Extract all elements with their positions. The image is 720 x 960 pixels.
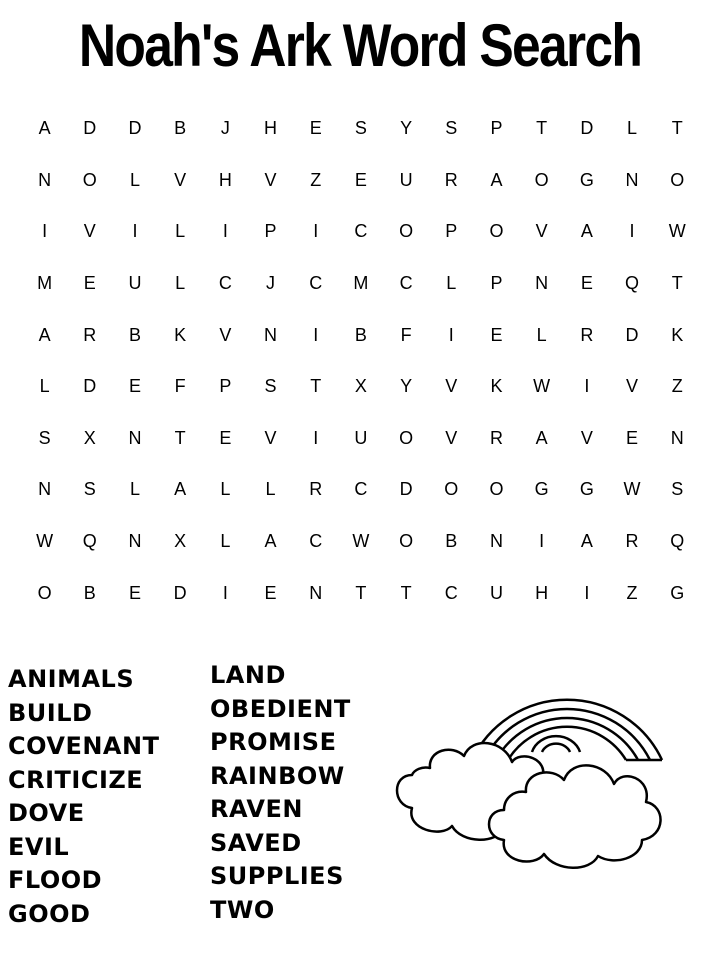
grid-letter: T [671,273,683,294]
grid-letter: N [264,324,278,345]
grid-letter: E [580,273,593,294]
grid-letter: E [264,582,277,603]
word-list-item: SAVED [210,828,302,857]
grid-letter: X [174,531,187,552]
grid-letter: M [353,273,369,294]
grid-letter: R [83,324,97,345]
grid-letter: Q [625,273,640,294]
grid-letter: W [352,531,370,552]
word-list-item: GOOD [8,899,91,928]
word-list-item: BUILD [8,698,93,727]
grid-letter: A [535,427,548,448]
grid-letter: E [626,427,639,448]
grid-letter: D [173,582,187,603]
word-list-item: EVIL [8,832,70,861]
grid-letter: V [535,221,548,242]
word-list-item: PROMISE [210,728,337,756]
grid-letter: I [313,324,319,345]
grid-letter: N [489,531,503,552]
grid-letter: L [536,324,547,345]
grid-letter: H [535,582,549,603]
grid-letter: B [354,324,367,345]
grid-letter: Z [626,582,638,603]
grid-letter: S [445,118,458,139]
grid-letter: V [83,221,96,242]
grid-letter: L [265,479,276,500]
grid-letter: T [671,118,683,139]
grid-letter: I [584,376,590,397]
grid-letter: C [354,221,368,242]
grid-letter: D [83,118,97,139]
grid-letter: E [309,118,322,139]
grid-letter: C [218,273,232,294]
grid-letter: M [37,273,53,294]
grid-letter: O [444,479,459,500]
grid-letter: O [82,169,97,190]
grid-letter: S [264,376,277,397]
grid-letter: C [309,531,323,552]
grid-letter: O [534,169,549,190]
grid-letter: E [354,169,367,190]
word-list-column-2 [210,659,351,927]
grid-letter: D [625,324,639,345]
grid-letter: A [490,169,503,190]
grid-letter: O [399,221,414,242]
grid-letter: X [354,376,367,397]
grid-letter: U [128,273,142,294]
grid-letter: G [670,582,685,603]
grid-letter: L [39,376,50,397]
grid-letter: V [264,169,277,190]
word-list-item: DOVE [8,799,85,827]
grid-letter: I [222,582,228,603]
grid-letter: K [174,324,187,345]
word-list-item: SUPPLIES [210,862,344,890]
word-list-item: TWO [210,895,275,924]
grid-letter: G [579,169,594,190]
grid-letter: O [399,427,414,448]
grid-letter: V [264,427,277,448]
grid-letter: P [490,273,503,294]
grid-letter: N [670,427,684,448]
grid-letter: T [355,582,367,603]
grid-letter: J [220,118,230,139]
grid-letter: Q [670,531,685,552]
grid-letter: T [536,118,548,139]
grid-letter: K [671,324,684,345]
word-search-grid [22,103,700,619]
grid-letter: L [446,273,457,294]
page-title: Noah's Ark Word Search [78,12,642,79]
grid-letter: W [623,479,641,500]
grid-letter: V [445,376,458,397]
grid-letter: E [128,582,141,603]
grid-letter: N [38,169,52,190]
grid-letter: Z [671,376,683,397]
grid-letter: E [219,427,232,448]
grid-letter: I [222,221,228,242]
word-list-item: COVENANT [8,732,160,760]
grid-letter: T [310,376,322,397]
grid-letter: U [399,169,413,190]
grid-letter: O [37,582,52,603]
grid-letter: U [489,582,503,603]
grid-letter: W [668,221,686,242]
grid-letter: N [535,273,549,294]
grid-letter: F [174,376,186,397]
grid-letter: A [264,531,277,552]
grid-letter: Y [400,118,413,139]
grid-letter: V [580,427,593,448]
grid-letter: R [489,427,503,448]
grid-letter: O [489,221,504,242]
grid-letter: K [490,376,503,397]
grid-letter: N [128,427,142,448]
grid-letter: C [309,273,323,294]
grid-letter: O [399,531,414,552]
word-list-item: RAVEN [210,795,303,823]
grid-letter: Z [310,169,322,190]
grid-letter: P [264,221,277,242]
grid-letter: R [444,169,458,190]
grid-letter: B [128,324,141,345]
grid-letter: E [83,273,96,294]
grid-letter: T [400,582,412,603]
grid-letter: L [627,118,638,139]
grid-letter: I [42,221,48,242]
grid-letter: N [128,531,142,552]
grid-letter: O [489,479,504,500]
grid-letter: I [629,221,635,242]
grid-letter: P [490,118,503,139]
grid-letter: D [399,479,413,500]
grid-letter: V [626,376,639,397]
grid-letter: L [220,479,231,500]
grid-letter: R [625,531,639,552]
grid-letter: R [309,479,323,500]
grid-letter: D [83,376,97,397]
grid-letter: H [264,118,278,139]
grid-letter: N [625,169,639,190]
grid-letter: B [174,118,187,139]
grid-letter: P [219,376,232,397]
grid-letter: R [580,324,594,345]
grid-letter: A [38,324,51,345]
word-list-item: RAINBOW [210,761,345,790]
grid-letter: W [533,376,551,397]
grid-letter: X [83,427,96,448]
word-list-item: ANIMALS [8,665,135,693]
grid-letter: Y [400,376,413,397]
grid-letter: I [448,324,454,345]
grid-letter: U [354,427,368,448]
grid-letter: L [175,221,186,242]
grid-letter: C [399,273,413,294]
grid-letter: C [354,479,368,500]
word-list-item: FLOOD [8,866,103,894]
word-list-item: OBEDIENT [210,694,351,723]
grid-letter: V [174,169,187,190]
grid-letter: S [671,479,684,500]
grid-letter: A [580,531,593,552]
grid-letter: B [83,582,96,603]
grid-letter: J [266,273,276,294]
grid-letter: O [670,169,685,190]
rainbow-clouds-illustration [392,640,672,880]
grid-letter: S [38,427,51,448]
grid-letter: I [313,221,319,242]
word-list-column-1 [8,663,159,931]
grid-letter: V [445,427,458,448]
grid-letter: L [220,531,231,552]
grid-letter: N [309,582,323,603]
grid-letter: N [38,479,52,500]
grid-letter: L [129,169,140,190]
grid-letter: A [580,221,593,242]
grid-letter: S [354,118,367,139]
grid-letter: I [539,531,545,552]
grid-letter: B [445,531,458,552]
grid-letter: I [313,427,319,448]
grid-letter: E [490,324,503,345]
grid-letter: V [219,324,232,345]
grid-letter: P [445,221,458,242]
word-list-item: CRITICIZE [8,765,144,794]
grid-letter: F [400,324,412,345]
grid-letter: C [444,582,458,603]
grid-letter: G [579,479,594,500]
grid-letter: L [129,479,140,500]
grid-letter: I [584,582,590,603]
word-list-item: LAND [210,661,286,689]
grid-letter: S [83,479,96,500]
grid-letter: L [175,273,186,294]
grid-letter: E [128,376,141,397]
grid-letter: G [534,479,549,500]
grid-letter: D [128,118,142,139]
grid-letter: A [38,118,51,139]
grid-letter: I [132,221,138,242]
grid-letter: W [36,531,54,552]
grid-letter: Q [82,531,97,552]
grid-letter: D [580,118,594,139]
grid-letter: A [174,479,187,500]
grid-letter: H [218,169,232,190]
grid-letter: T [174,427,186,448]
